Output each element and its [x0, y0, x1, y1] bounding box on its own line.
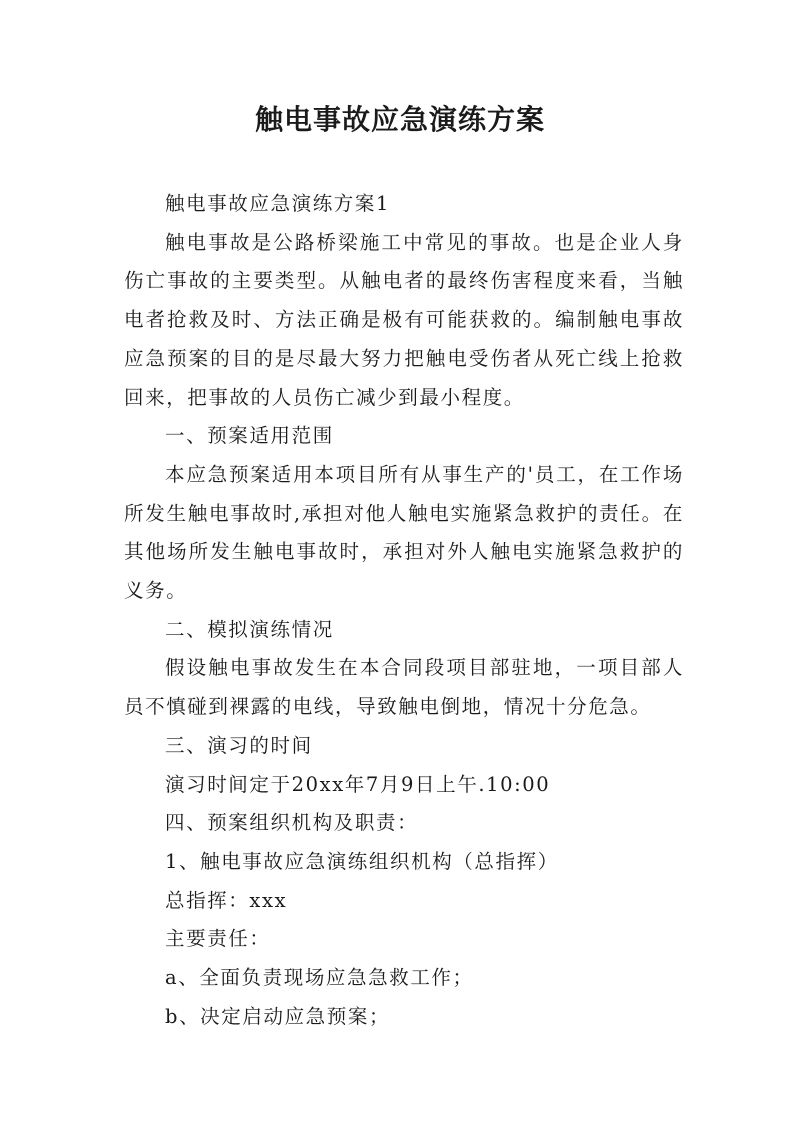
- paragraph: 演习时间定于20xx年7月9日上午.10:00: [165, 772, 551, 796]
- paragraph: 主要责任：: [165, 927, 271, 951]
- paragraph: 假设触电事故发生在本合同段项目部驻地，一项目部人员不慎碰到裸露的电线，导致触电倒地，情况十分危急。: [124, 656, 684, 719]
- paragraph: 触电事故是公路桥梁施工中常见的事故。也是企业人身伤亡事故的主要类型。从触电者的最终伤害程度来看，当触电者抢救及时、方法正确是极有可能获救的。编制触电事故应急预案的目的是尽最大努力把触电受伤者从死亡线上抢救回来，把事故的人员伤亡减少到最小程度。: [124, 230, 684, 409]
- section-heading: 一、预案适用范围: [165, 424, 334, 448]
- document-body: [124, 185, 684, 1036]
- section-heading: 二、模拟演练情况: [165, 617, 334, 641]
- paragraph: 1、触电事故应急演练组织机构（总指挥）: [165, 849, 559, 873]
- list-item: a、全面负责现场应急急救工作；: [165, 966, 474, 990]
- document-title: 触电事故应急演练方案: [254, 103, 545, 136]
- paragraph: 本应急预案适用本项目所有从事生产的'员工，在工作场所发生触电事故时,承担对他人触电实施紧急救护的责任。在其他场所发生触电事故时，承担对外人触电实施紧急救护的义务。: [124, 462, 684, 603]
- list-item: b、决定启动应急预案；: [165, 1004, 391, 1028]
- section-heading: 四、预案组织机构及职责：: [165, 811, 419, 835]
- section-heading: 三、演习的时间: [165, 733, 313, 757]
- section-heading: 触电事故应急演练方案1: [165, 192, 391, 215]
- paragraph: 总指挥：xxx: [165, 888, 288, 912]
